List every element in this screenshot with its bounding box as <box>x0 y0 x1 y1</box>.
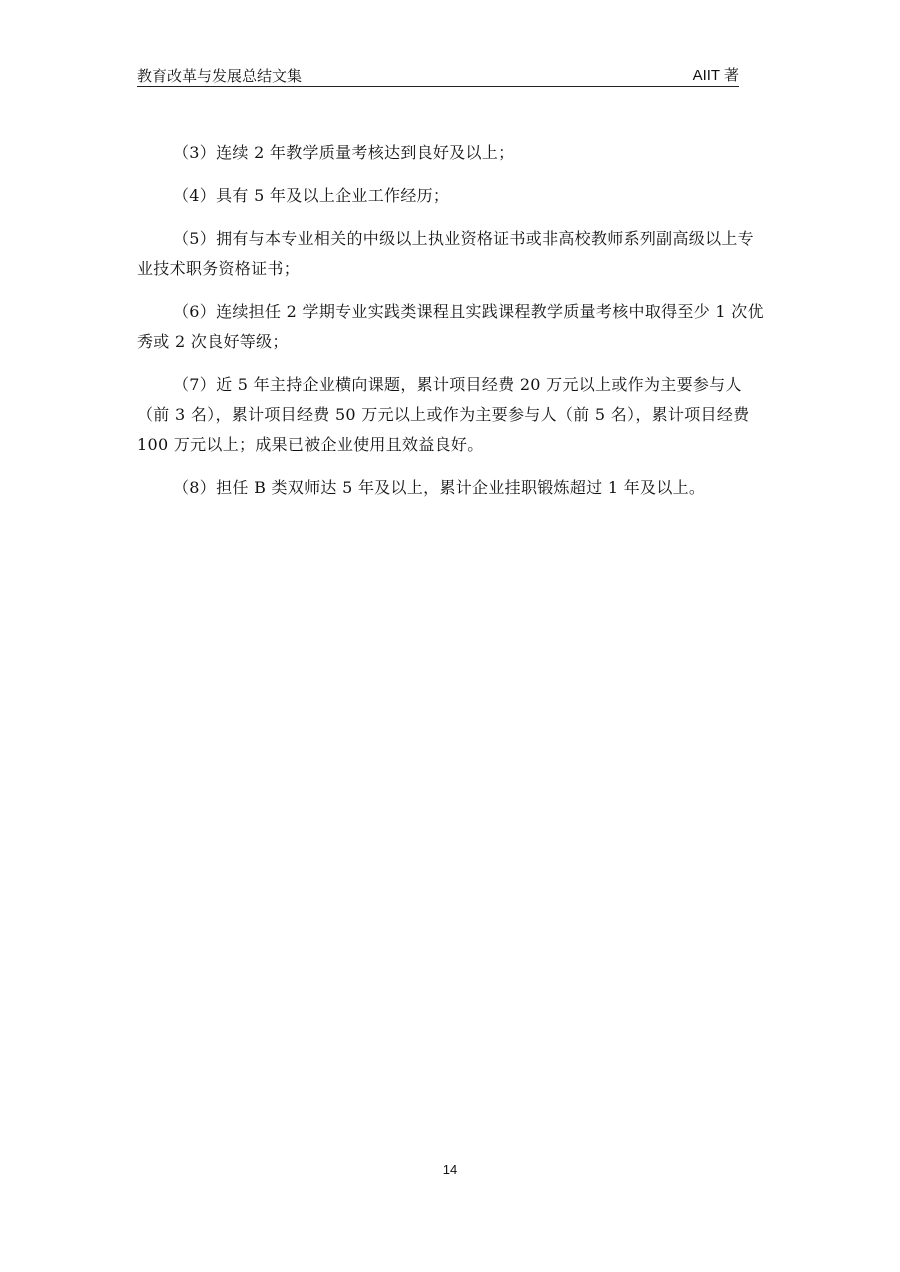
paragraph-7: （7）近 5 年主持企业横向课题，累计项目经费 20 万元以上或作为主要参与人（前 3 名），累计项目经费 50 万元以上或作为主要参与人（前 5 名），累计项目经费 100 万元以上；成果已被企业使用且效益良好。 <box>137 375 750 454</box>
page-header <box>137 66 739 87</box>
document-body <box>137 138 767 516</box>
header-author: AIIT 著 <box>692 67 739 84</box>
paragraph-8: （8）担任 B 类双师达 5 年及以上，累计企业挂职锻炼超过 1 年及以上。 <box>173 478 706 497</box>
header-title: 教育改革与发展总结文集 <box>137 67 303 85</box>
page-number: 14 <box>442 1162 458 1177</box>
paragraph-5: （5）拥有与本专业相关的中级以上执业资格证书或非高校教师系列副高级以上专业技术职务资格证书； <box>137 229 754 278</box>
paragraph-4: （4）具有 5 年及以上企业工作经历； <box>173 186 450 205</box>
paragraph-6: （6）连续担任 2 学期专业实践类课程且实践课程教学质量考核中取得至少 1 次优秀或 2 次良好等级； <box>137 302 764 351</box>
paragraph-3: （3）连续 2 年教学质量考核达到良好及以上； <box>173 143 515 162</box>
